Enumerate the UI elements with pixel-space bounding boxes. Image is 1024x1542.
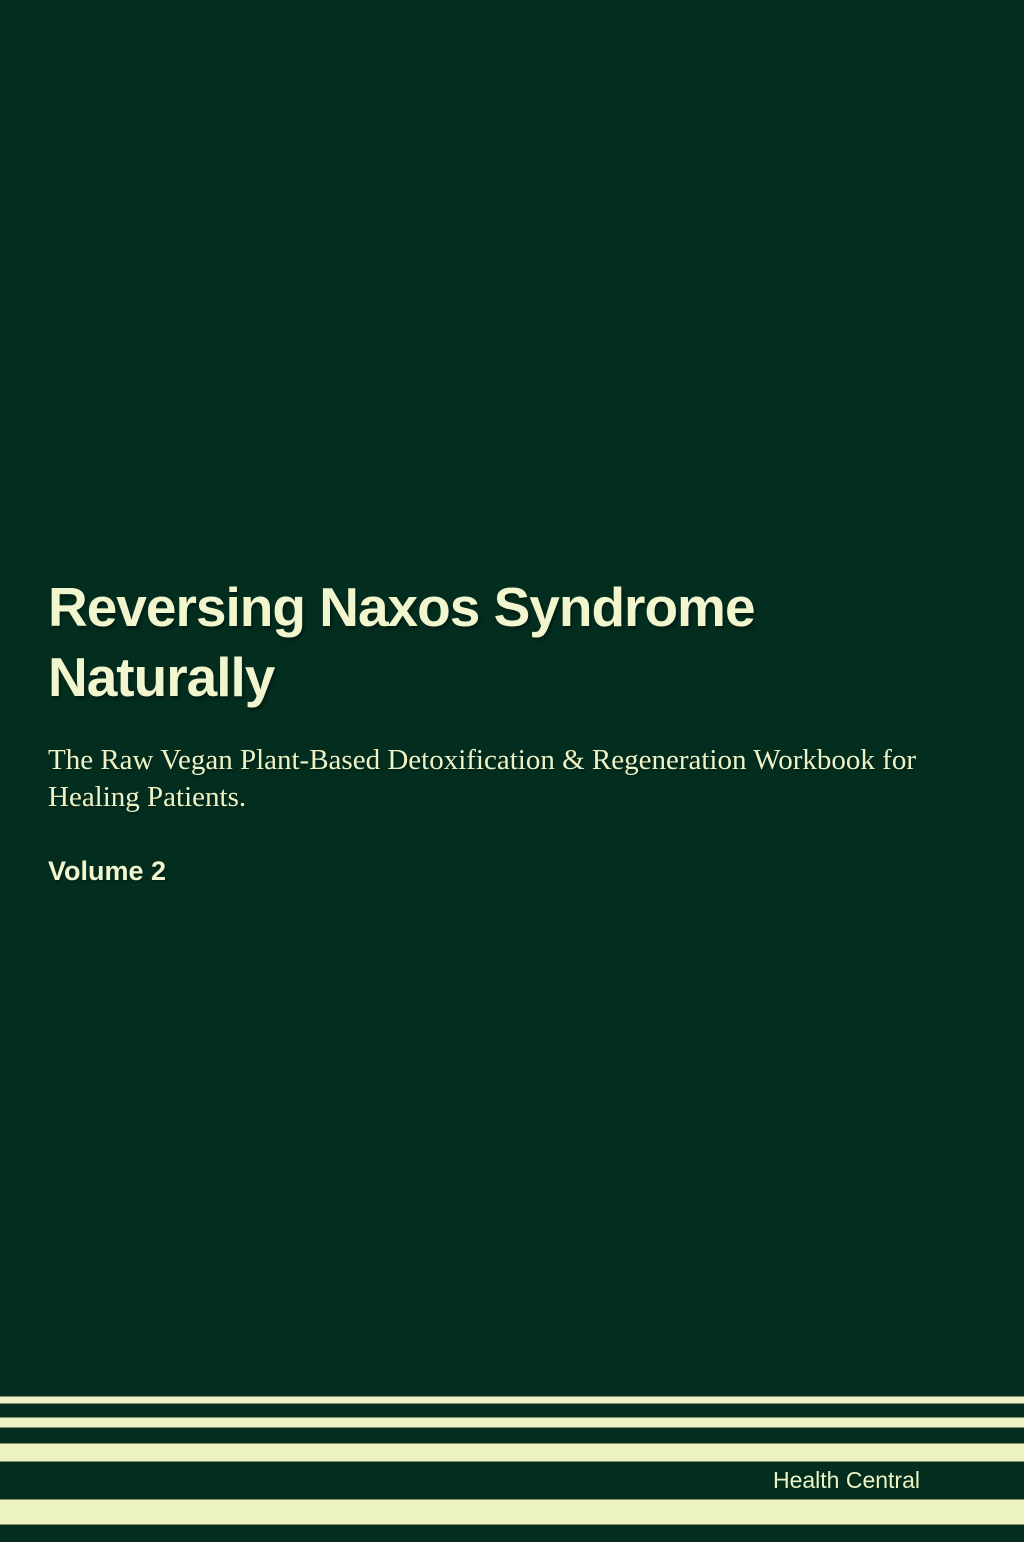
- volume-label: Volume 2: [48, 856, 167, 886]
- book-subtitle: The Raw Vegan Plant-Based Detoxification & Regeneration Workbook for Healing Patients.: [48, 744, 916, 813]
- footer-stripe-bottom: [0, 1499, 1024, 1525]
- book-title: Reversing Naxos Syndrome Naturally: [48, 576, 755, 708]
- publisher-band: [0, 1462, 1024, 1499]
- publisher-name: Health Central: [772, 1467, 920, 1493]
- footer-stripe-thin: [0, 1396, 1024, 1404]
- footer-stripe-medium: [0, 1417, 1024, 1428]
- footer-stripe-thick: [0, 1443, 1024, 1462]
